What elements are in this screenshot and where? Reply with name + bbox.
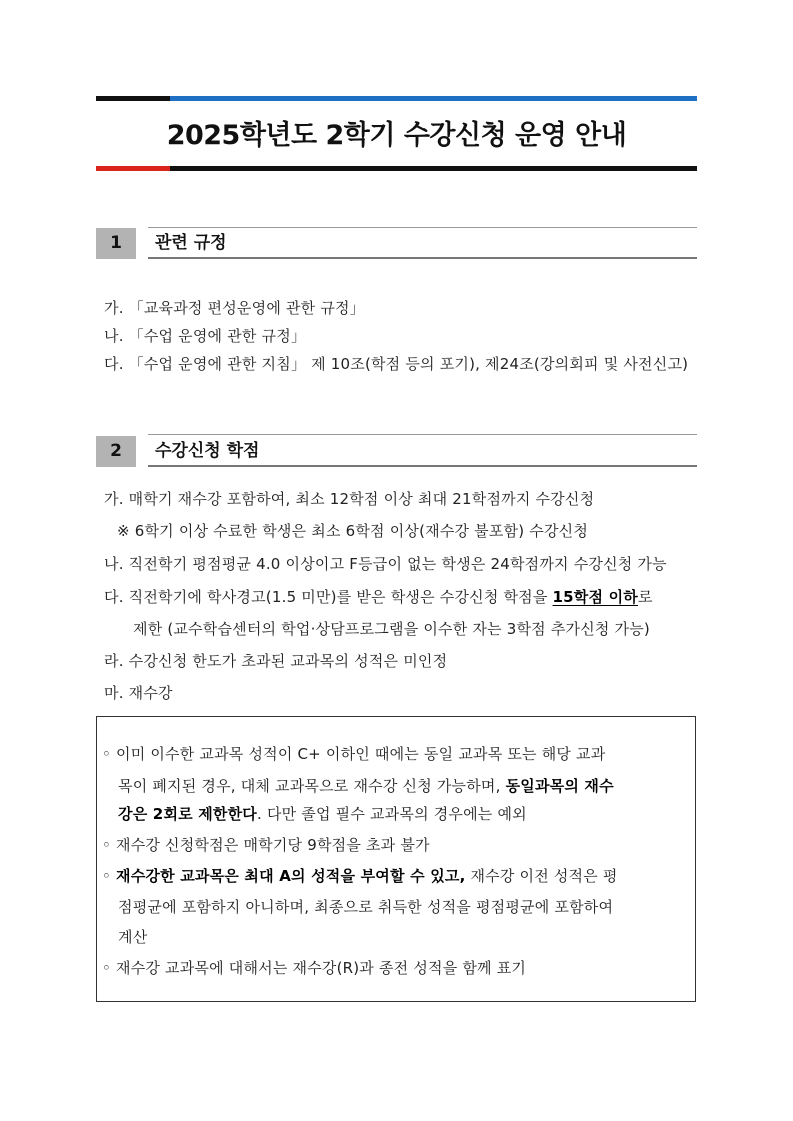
title-bottom-bar-dark (170, 166, 697, 171)
box-bullet3-line1-text: 재수강 이전 성적은 평 (465, 867, 618, 885)
box-bullet3-line1 (102, 866, 618, 886)
section2-item-ma: 마. 재수강 (104, 684, 173, 702)
box-bullet1-line2-bold: 동일과목의 재수 (505, 777, 614, 795)
box-bullet4: ◦ 재수강 교과목에 대해서는 재수강(R)과 종전 성적을 함께 표기 (102, 959, 527, 977)
section2-bottom-line (148, 465, 697, 467)
section2-item-ga: 가. 매학기 재수강 포함하여, 최소 12학점 이상 최대 21학점까지 수강신청 (104, 490, 595, 508)
section1-item-ga: 가. 「교육과정 편성운영에 관한 규정」 (104, 299, 365, 317)
section2-title: 수강신청 학점 (155, 441, 260, 461)
box-bullet3-marker: ◦ (102, 867, 117, 885)
title-bottom-bar-red (96, 166, 170, 171)
section2-number: 2 (96, 436, 136, 467)
title-top-bar-blue (170, 96, 697, 101)
section1-title: 관련 규정 (155, 233, 227, 253)
section2-top-line (148, 434, 697, 435)
section2-item-da-line2: 제한 (교수학습센터의 학업·상담프로그램을 이수한 자는 3학점 추가신청 가능) (133, 620, 650, 638)
box-bullet3-line3: 계산 (118, 928, 148, 946)
section1-item-na: 나. 「수업 운영에 관한 규정」 (104, 327, 307, 345)
box-bullet2: ◦ 재수강 신청학점은 매학기당 9학점을 초과 불가 (102, 836, 430, 854)
section2-item-ra: 라. 수강신청 한도가 초과된 교과목의 성적은 미인정 (104, 652, 448, 670)
section1-number: 1 (96, 228, 136, 259)
section2-item-da (104, 587, 653, 607)
box-bullet1-line3-bold: 강은 2회로 제한한다 (118, 805, 258, 823)
section1-bottom-line (148, 257, 697, 259)
box-bullet1-line3-text: . 다만 졸업 필수 교과목의 경우에는 예외 (257, 805, 527, 823)
page-title: 2025학년도 2학기 수강신청 운영 안내 (166, 120, 627, 151)
section1-top-line (148, 227, 697, 228)
box-bullet3-line2: 점평균에 포함하지 아니하며, 최종으로 취득한 성적을 평점평균에 포함하여 (118, 898, 614, 916)
section2-note: ※ 6학기 이상 수료한 학생은 최소 6학점 이상(재수강 불포함) 수강신청 (117, 522, 589, 540)
section2-item-da-emphasis: 15학점 이하 (552, 588, 638, 606)
section2-item-da-pre: 다. 직전학기에 학사경고(1.5 미만)를 받은 학생은 수강신청 학점을 (104, 588, 553, 606)
section2-item-na: 나. 직전학기 평점평균 4.0 이상이고 F등급이 없는 학생은 24학점까지 수강신청 가능 (104, 555, 667, 573)
title-top-bar-dark (96, 96, 170, 101)
section2-item-da-post: 로 (638, 588, 653, 606)
box-bullet1-line1: ◦ 이미 이수한 교과목 성적이 C+ 이하인 때에는 동일 교과목 또는 해당 교과 (102, 745, 606, 763)
box-bullet1-line3 (118, 804, 527, 824)
box-bullet3-line1-bold: 재수강한 교과목은 최대 A의 성적을 부여할 수 있고, (116, 867, 466, 885)
box-bullet1-line2-text: 목이 폐지된 경우, 대체 교과목으로 재수강 신청 가능하며, (118, 777, 506, 795)
section1-item-da: 다. 「수업 운영에 관한 지침」 제 10조(학점 등의 포기), 제24조(강의회피 및 사전신고) (104, 355, 689, 373)
box-bullet1-line2 (118, 776, 614, 796)
